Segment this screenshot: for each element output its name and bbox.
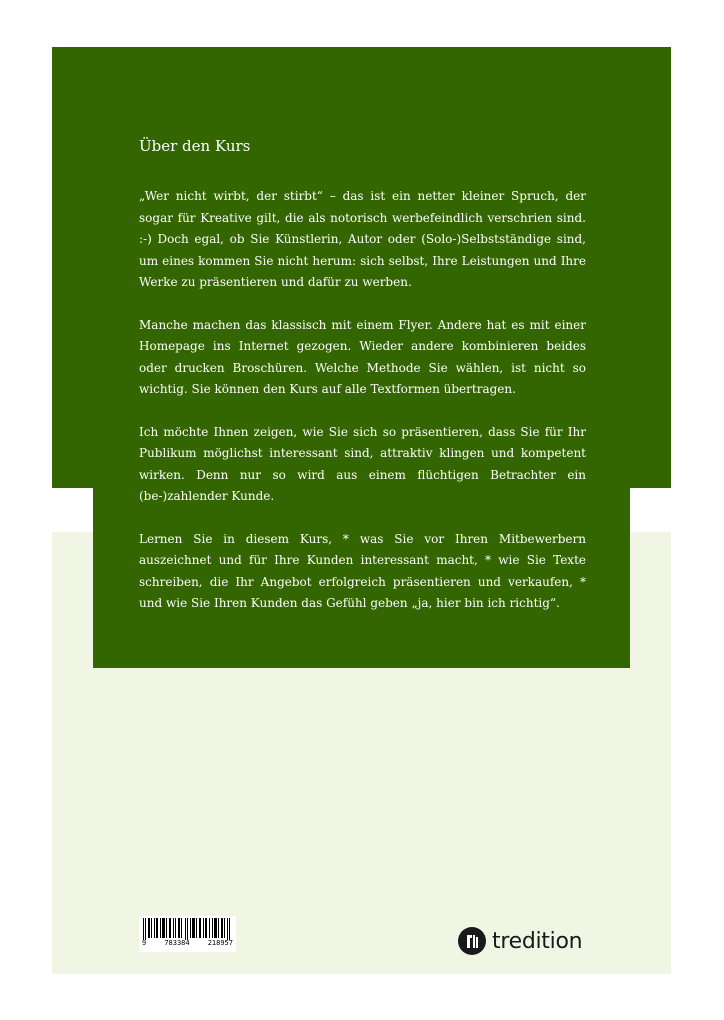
blurb-paragraph-4: Lernen Sie in diesem Kurs, * was Sie vor Ihren Mitbewerbern auszeichnet und für Ihre Kunden interessant macht, * wie Sie Texte schreiben, die Ihr Angebot erfolgreich präsentieren und verkaufen, * und wie Sie Ihren Kunden das Gefühl geben „ja, hier bin ich richtig“. [139, 531, 586, 610]
blurb-paragraph-1: „Wer nicht wirbt, der stirbt“ – das ist ein netter kleiner Spruch, der sogar für Kreative gilt, die als notorisch werbefeindlich verschrien sind. :-) Doch egal, ob Sie Künstlerin, Autor oder (Solo-)Selbstständige sind, um eines kommen Sie nicht herum: sich selbst, Ihre Leistungen und Ihre Werke zu präsentieren und dafür zu werben. [139, 189, 586, 289]
barcode-digit-prefix: 9 [142, 939, 147, 947]
publisher-name: tredition [492, 928, 583, 954]
barcode-digit-group-2: 218957 [207, 939, 233, 947]
isbn-barcode [139, 916, 236, 952]
barcode-digit-group-1: 783384 [164, 939, 190, 947]
publisher-logo [458, 926, 582, 956]
blurb-paragraph-2: Manche machen das klassisch mit einem Flyer. Andere hat es mit einer Homepage ins Internet gezogen. Wieder andere kombinieren beides oder drucken Broschüren. Welche Methode Sie wählen, ist nicht so wichtig. Sie können den Kurs auf alle Textformen übertragen. [139, 317, 586, 396]
blurb-paragraph-3: Ich möchte Ihnen zeigen, wie Sie sich so präsentieren, dass Sie für Ihr Publikum möglichst interessant sind, attraktiv klingen und kompetent wirken. Denn nur so wird aus einem flüchtigen Betrachter ein (be-)zahlender Kunde. [139, 424, 586, 503]
barcode-bars [143, 918, 232, 940]
blurb-heading: Über den Kurs [139, 137, 251, 155]
blurb-text-block [139, 133, 586, 636]
barcode-digits [139, 939, 236, 947]
tredition-logo-icon [458, 927, 486, 955]
